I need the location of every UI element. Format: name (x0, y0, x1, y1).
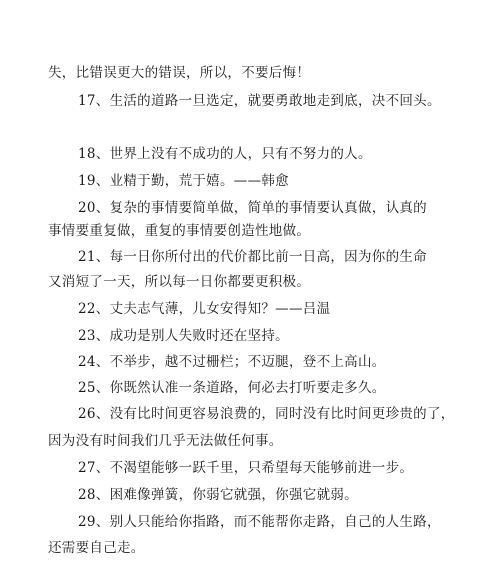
text-line: 23、成功是别人失败时还在坚持。 (78, 328, 289, 344)
text-line: 24、不举步，越不过栅栏；不迈腿，登不上高山。 (78, 354, 386, 370)
text-line: 20、复杂的事情要简单做，简单的事情要认真做，认真的 (78, 200, 427, 216)
text-line: 17、生活的道路一旦选定，就要勇敢地走到底，决不回头。 (78, 93, 441, 109)
text-line: 失，比错误更大的错误，所以，不要后悔！ (48, 65, 311, 81)
text-line: 19、业精于勤，荒于嬉。——韩愈 (78, 173, 289, 189)
text-line: 还需要自己走。 (48, 540, 145, 556)
text-line: 28、困难像弹簧，你弱它就强，你强它就弱。 (78, 487, 358, 503)
text-line: 事情要重复做，重复的事情要创造性地做。 (48, 223, 311, 239)
text-line: 26、没有比时间更容易浪费的，同时没有比时间更珍贵的了， (78, 406, 455, 422)
text-line: 27、不渴望能够一跃千里，只希望每天能够前进一步。 (78, 460, 414, 476)
text-line: 21、每一日你所付出的代价都比前一日高，因为你的生命 (78, 249, 427, 265)
text-line: 25、你既然认准一条道路，何必去打听要走多久。 (78, 380, 386, 396)
text-line: 又消短了一天，所以每一日你都要更积极。 (48, 274, 311, 290)
text-line: 29、别人只能给你指路，而不能帮你走路，自己的人生路， (78, 514, 441, 530)
text-line: 因为没有时间我们几乎无法做任何事。 (48, 433, 283, 449)
text-line: 22、丈夫志气薄，儿女安得知？——吕温 (78, 301, 331, 317)
text-line: 18、世界上没有不成功的人，只有不努力的人。 (78, 146, 372, 162)
